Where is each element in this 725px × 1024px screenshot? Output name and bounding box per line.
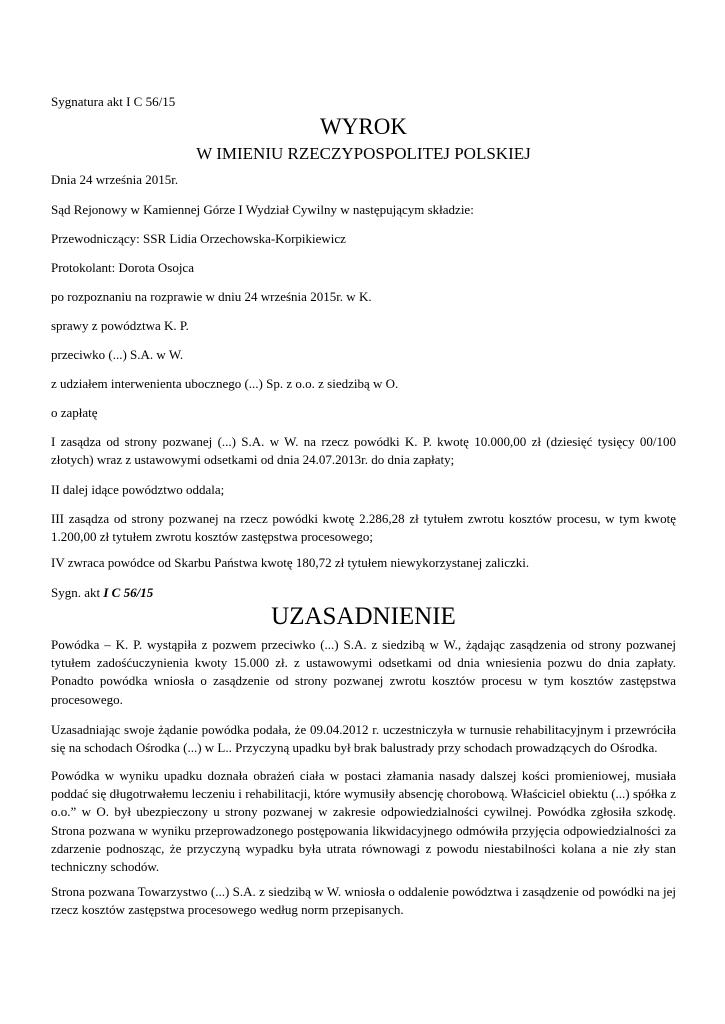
justification-signature-label: Sygn. akt xyxy=(51,585,104,600)
claimant: sprawy z powództwa K. P. xyxy=(51,318,189,333)
justification-paragraph: Powódka – K. P. wystąpiła z pozwem przeciwko (...) S.A. z siedzibą w W., żądając zasądzenia od strony pozwanej tytułem zadośćuczynienia kwoty 15.000 zł. z ustawowymi odsetkami od dnia wniesienia pozwu do dnia zapłaty. Ponadto powódka wniosła o zasądzenie od strony pozwanej zwrotu kosztów procesu w tym kosztów zastępstwa procesowego. xyxy=(51,637,676,707)
justification-paragraph: Strona pozwana Towarzystwo (...) S.A. z siedzibą w W. wniosła o oddalenie powództwa i zasądzenie od powódki na jej rzecz kosztów zastępstwa procesowego według norm przepisanych. xyxy=(51,884,676,918)
ruling-point-3: III zasądza od strony pozwanej na rzecz powódki kwotę 2.286,28 zł tytułem zwrotu kosztów procesu, w tym kwotę 1.200,00 zł tytułem zwrotu kosztów zastępstwa procesowego; xyxy=(51,511,676,545)
ruling-point-4: IV zwraca powódce od Skarbu Państwa kwotę 180,72 zł tytułem niewykorzystanej zaliczki. xyxy=(51,555,530,570)
ruling-point-1: I zasądza od strony pozwanej (...) S.A. w W. na rzecz powódki K. P. kwotę 10.000,00 zł (dziesięć tysięcy 00/100 złotych) wraz z ustawowymi odsetkami od dnia 24.07.2013r. do dnia zapłaty; xyxy=(51,434,676,468)
case-subject: o zapłatę xyxy=(51,405,98,420)
presiding-judge: Przewodniczący: SSR Lidia Orzechowska-Korpikiewicz xyxy=(51,231,346,246)
ruling-point-2: II dalej idące powództwo oddala; xyxy=(51,482,225,497)
verdict-date: Dnia 24 września 2015r. xyxy=(51,172,179,187)
intervener: z udziałem interwenienta ubocznego (...) Sp. z o.o. z siedzibą w O. xyxy=(51,376,399,391)
justification-paragraph: Uzasadniając swoje żądanie powódka podała, że 09.04.2012 r. uczestniczyła w turnusie rehabilitacyjnym i przewróciła się na schodach Ośrodka (...) w L.. Przyczyną upadku był brak balustrady przy schodach prowadzących do Ośrodka. xyxy=(51,722,676,756)
justification-paragraph: Powódka w wyniku upadku doznała obrażeń ciała w postaci złamania nasady dalszej kości promieniowej, musiała poddać się długotrwałemu leczeniu i rehabilitacji, które wymusiły absencję chorobową. Właściciel obiektu (...) spółka z o.o.” w O. był ubezpieczony u strony pozwanej w zakresie odpowiedzialności cywilnej. Powódka zgłosiła szkodę. Strona pozwana w wyniku przeprowadzonego postępowania likwidacyjnego odmówiła przyjęcia odpowiedzialności za zdarzenie podnosząc, że przyczyną wypadku była utrata równowagi z powodu niestabilności kolana a nie zły stan techniczny schodów. xyxy=(51,768,676,875)
verdict-subtitle: W IMIENIU RZECZYPOSPOLITEJ POLSKIEJ xyxy=(196,144,531,163)
justification-signature-value: I C 56/15 xyxy=(103,585,154,600)
court-clerk: Protokolant: Dorota Osojca xyxy=(51,260,194,275)
document-page xyxy=(51,0,676,1024)
justification-title: UZASADNIENIE xyxy=(271,603,456,630)
verdict-title: WYROK xyxy=(320,114,407,139)
defendant: przeciwko (...) S.A. w W. xyxy=(51,347,184,362)
justification-signature xyxy=(51,585,153,601)
case-signature: Sygnatura akt I C 56/15 xyxy=(51,94,176,109)
court-composition: Sąd Rejonowy w Kamiennej Górze I Wydział Cywilny w następującym składzie: xyxy=(51,202,474,217)
hearing-info: po rozpoznaniu na rozprawie w dniu 24 września 2015r. w K. xyxy=(51,289,372,304)
